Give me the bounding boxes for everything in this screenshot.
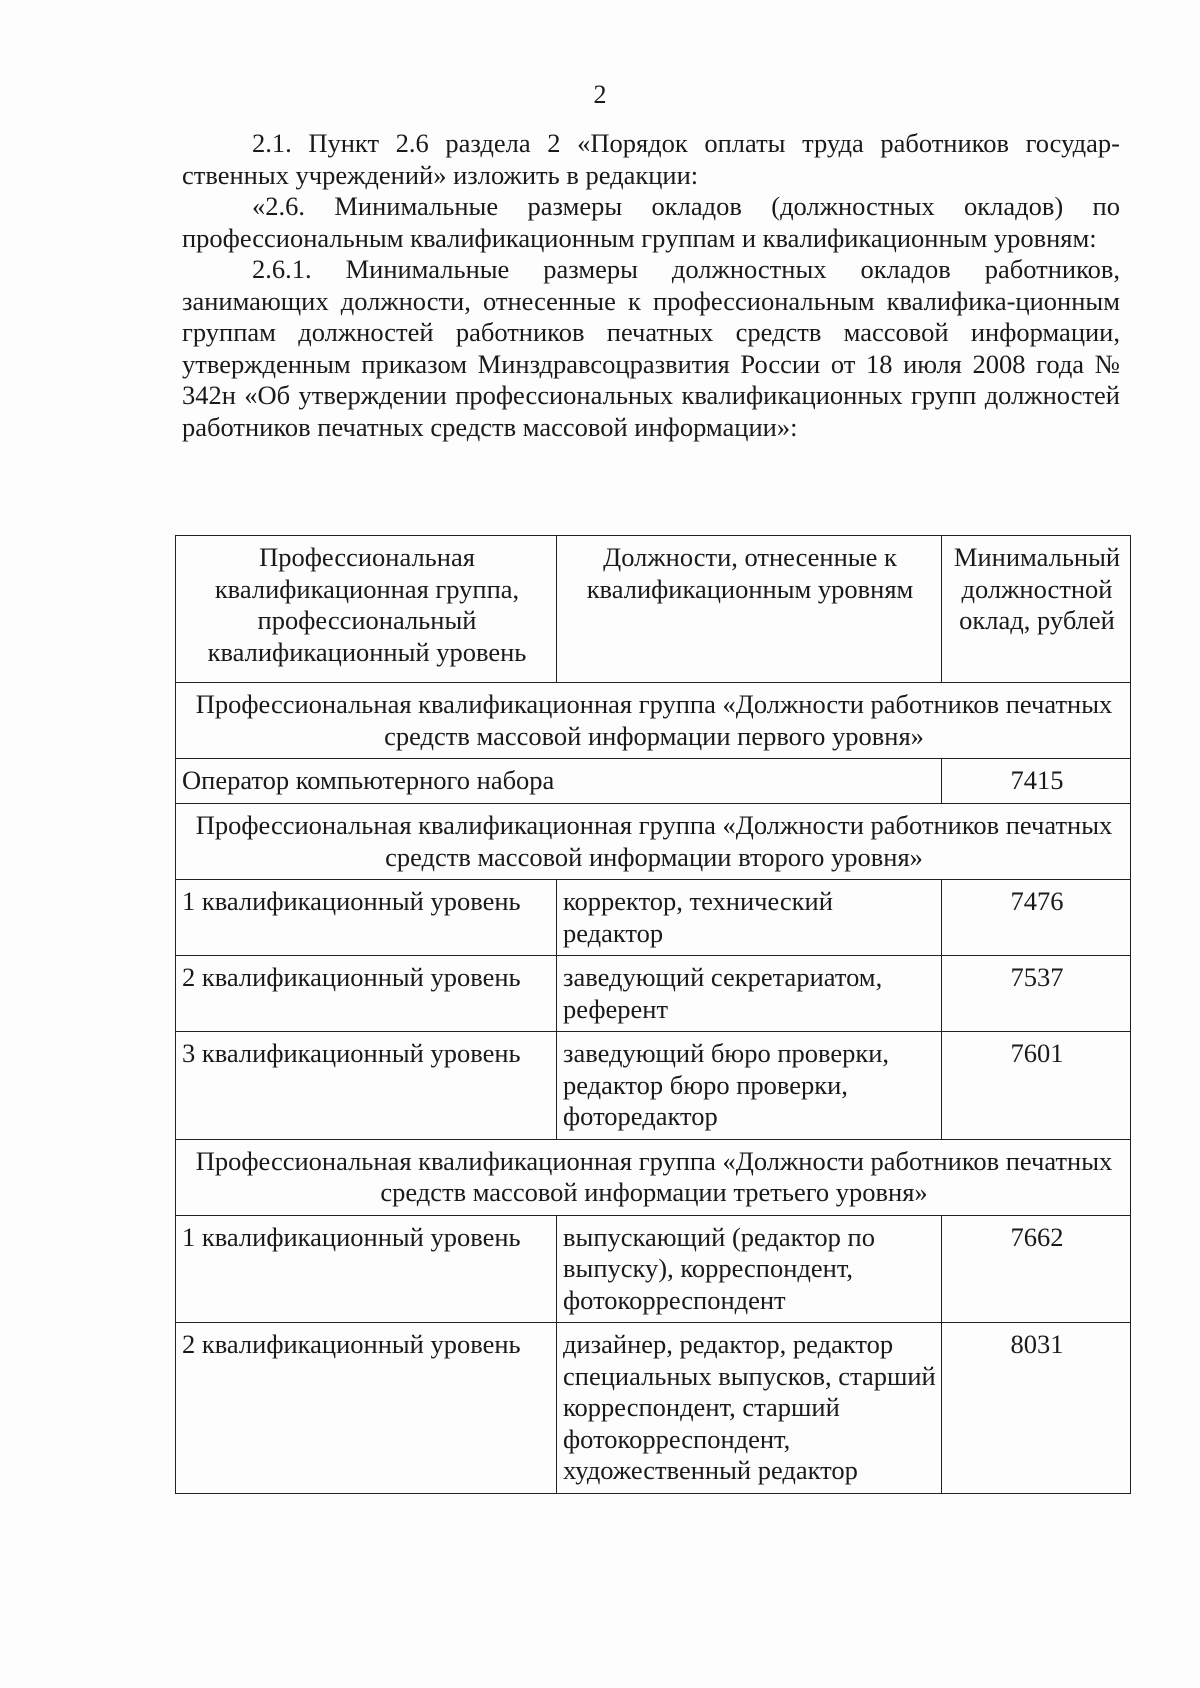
level-cell: 1 квалификационный уровень xyxy=(176,1215,557,1323)
level-cell: 3 квалификационный уровень xyxy=(176,1032,557,1140)
table-row xyxy=(176,759,1131,804)
salary-cell: 7476 xyxy=(942,880,1131,956)
group-1-title: Профессиональная квалификационная группа «Должности работников печатных средств массовой информации первого уровня» xyxy=(176,683,1131,759)
table-row xyxy=(176,956,1131,1032)
salary-cell: 7662 xyxy=(942,1215,1131,1323)
level-cell: 1 квалификационный уровень xyxy=(176,880,557,956)
salary-table xyxy=(175,535,1131,1494)
header-min-salary: Минимальный должностной оклад, рублей xyxy=(942,536,1131,683)
salary-cell: 7601 xyxy=(942,1032,1131,1140)
table-row xyxy=(176,1215,1131,1323)
positions-cell: заведующий секретариатом, референт xyxy=(557,956,942,1032)
page-number: 2 xyxy=(593,80,607,109)
positions-cell: дизайнер, редактор, редактор специальных выпусков, старший корреспондент, старший фотокорреспондент, художественный редактор xyxy=(557,1323,942,1494)
positions-cell: корректор, технический редактор xyxy=(557,880,942,956)
salary-cell: 7537 xyxy=(942,956,1131,1032)
table-header-row xyxy=(176,536,1131,683)
level-cell: 2 квалификационный уровень xyxy=(176,956,557,1032)
level-cell: 2 квалификационный уровень xyxy=(176,1323,557,1494)
document-body xyxy=(182,128,1120,443)
paragraph-2-6: «2.6. Минимальные размеры окладов (должностных окладов) по профессиональным квалификационным группам и квалификационным уровням: xyxy=(182,191,1120,253)
group-3-title-row xyxy=(176,1139,1131,1215)
paragraph-2-1: 2.1. Пункт 2.6 раздела 2 «Порядок оплаты труда работников государ-ственных учреждений» изложить в редакции: xyxy=(182,128,1120,190)
salary-cell: 8031 xyxy=(942,1323,1131,1494)
salary-cell: 7415 xyxy=(942,759,1131,804)
header-group-level: Профессиональная квалификационная группа, профессиональный квалификационный уровень xyxy=(176,536,557,683)
group-2-title: Профессиональная квалификационная группа «Должности работников печатных средств массовой информации второго уровня» xyxy=(176,804,1131,880)
group-1-title-row xyxy=(176,683,1131,759)
table-row xyxy=(176,1032,1131,1140)
group-2-title-row xyxy=(176,804,1131,880)
table-row xyxy=(176,1323,1131,1494)
header-positions: Должности, отнесенные к квалификационным уровням xyxy=(557,536,942,683)
paragraph-2-6-1: 2.6.1. Минимальные размеры должностных окладов работников, занимающих должности, отнесенные к профессиональным квалифика-ционным группам должностей работников печатных средств массовой информации, утвержденным приказом Минздравсоцразвития России от 18 июля 2008 года № 342н «Об утверждении профессиональных квалификационных групп должностей работников печатных средств массовой информации»: xyxy=(182,254,1120,442)
positions-cell: выпускающий (редактор по выпуску), корреспондент, фотокорреспондент xyxy=(557,1215,942,1323)
positions-cell: заведующий бюро проверки, редактор бюро проверки, фоторедактор xyxy=(557,1032,942,1140)
group-3-title: Профессиональная квалификационная группа «Должности работников печатных средств массовой информации третьего уровня» xyxy=(176,1139,1131,1215)
table-row xyxy=(176,880,1131,956)
position-cell: Оператор компьютерного набора xyxy=(176,759,942,804)
